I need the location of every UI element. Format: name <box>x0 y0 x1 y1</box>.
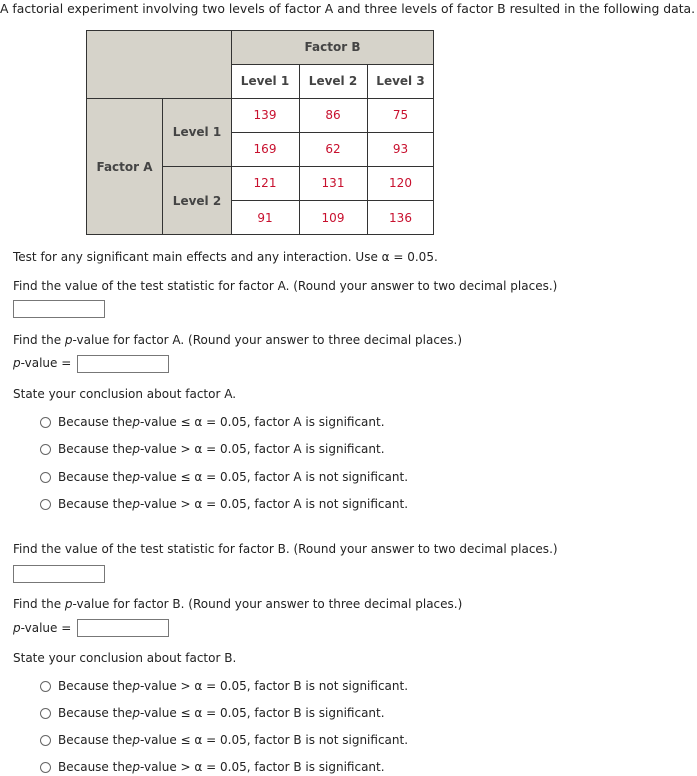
table-cell: 169 <box>253 142 277 156</box>
table-gridline <box>231 200 434 201</box>
table-cell: 93 <box>392 142 409 156</box>
factor-b-stat-question: Find the value of the test statistic for factor B. (Round your answer to two decimal places.) <box>13 542 558 556</box>
radio-button[interactable] <box>40 708 51 719</box>
table-cell: 121 <box>253 176 277 190</box>
table-gridline <box>299 64 300 235</box>
table-corner <box>86 30 231 98</box>
a-level-2-header: Level 2 <box>163 166 231 235</box>
problem-intro: A factorial experiment involving two levels of factor A and three levels of factor B resulted in the following data. <box>0 1 696 16</box>
radio-button[interactable] <box>40 472 51 483</box>
factor-b-option-3[interactable]: Because the p -value ≤ α = 0.05, factor B is not significant. <box>40 733 408 747</box>
radio-button[interactable] <box>40 681 51 692</box>
a-level-1-header: Level 1 <box>163 98 231 166</box>
table-border <box>86 30 87 235</box>
factor-a-option-4[interactable]: Because the p -value > α = 0.05, factor A is not significant. <box>40 497 408 511</box>
table-cell: 136 <box>389 210 412 225</box>
b-level-3-header: Level 3 <box>376 74 425 88</box>
factor-b-option-2[interactable]: Because the p -value ≤ α = 0.05, factor B is significant. <box>40 706 385 720</box>
instruction-text: Test for any significant main effects and any interaction. Use α = 0.05. <box>13 250 438 264</box>
factor-b-p-input[interactable] <box>77 619 169 637</box>
radio-button[interactable] <box>40 735 51 746</box>
radio-button[interactable] <box>40 762 51 773</box>
data-table <box>86 30 434 235</box>
factor-a-p-question: Find the p-value for factor A. (Round your answer to three decimal places.) <box>13 333 463 347</box>
radio-button[interactable] <box>40 417 51 428</box>
table-cell: 62 <box>325 142 341 156</box>
factor-b-stat-input[interactable] <box>13 565 105 583</box>
b-level-2-header: Level 2 <box>308 74 358 88</box>
table-border <box>86 30 434 31</box>
factor-a-option-3[interactable]: Because the p -value ≤ α = 0.05, factor A is not significant. <box>40 470 408 484</box>
table-border <box>86 234 434 235</box>
factor-a-option-2[interactable]: Because the p -value > α = 0.05, factor A is significant. <box>40 442 385 456</box>
table-cell: 131 <box>321 176 345 190</box>
table-gridline <box>163 166 434 167</box>
table-cell: 120 <box>389 176 412 190</box>
factor-b-option-1[interactable]: Because the p -value > α = 0.05, factor B is not significant. <box>40 679 408 693</box>
factor-a-p-label: p-value = <box>13 356 72 370</box>
radio-button[interactable] <box>40 499 51 510</box>
factor-a-p-input[interactable] <box>77 355 169 373</box>
table-cell: 86 <box>325 108 341 122</box>
factor-b-p-label: p-value = <box>13 621 72 635</box>
b-level-1-header: Level 1 <box>240 74 290 88</box>
table-gridline <box>86 98 434 99</box>
factor-b-header: Factor B <box>231 30 434 64</box>
radio-button[interactable] <box>40 444 51 455</box>
table-gridline <box>231 64 434 65</box>
table-gridline <box>367 64 368 235</box>
factor-a-option-1[interactable]: Because the p -value ≤ α = 0.05, factor A is significant. <box>40 415 385 429</box>
factor-b-p-question: Find the p-value for factor B. (Round your answer to three decimal places.) <box>13 597 463 611</box>
table-cell: 139 <box>253 108 277 122</box>
factor-a-header: Factor A <box>86 98 163 235</box>
factor-b-option-4[interactable]: Because the p -value > α = 0.05, factor B is significant. <box>40 760 385 774</box>
factor-a-stat-question: Find the value of the test statistic for factor A. (Round your answer to two decimal places.) <box>13 279 558 293</box>
factor-a-conclusion-prompt: State your conclusion about factor A. <box>13 387 237 401</box>
factor-a-stat-input[interactable] <box>13 300 105 318</box>
table-cell: 109 <box>321 210 345 225</box>
table-gridline <box>231 132 434 133</box>
table-cell: 91 <box>257 210 273 225</box>
table-cell: 75 <box>392 108 409 122</box>
factor-b-conclusion-prompt: State your conclusion about factor B. <box>13 651 237 665</box>
